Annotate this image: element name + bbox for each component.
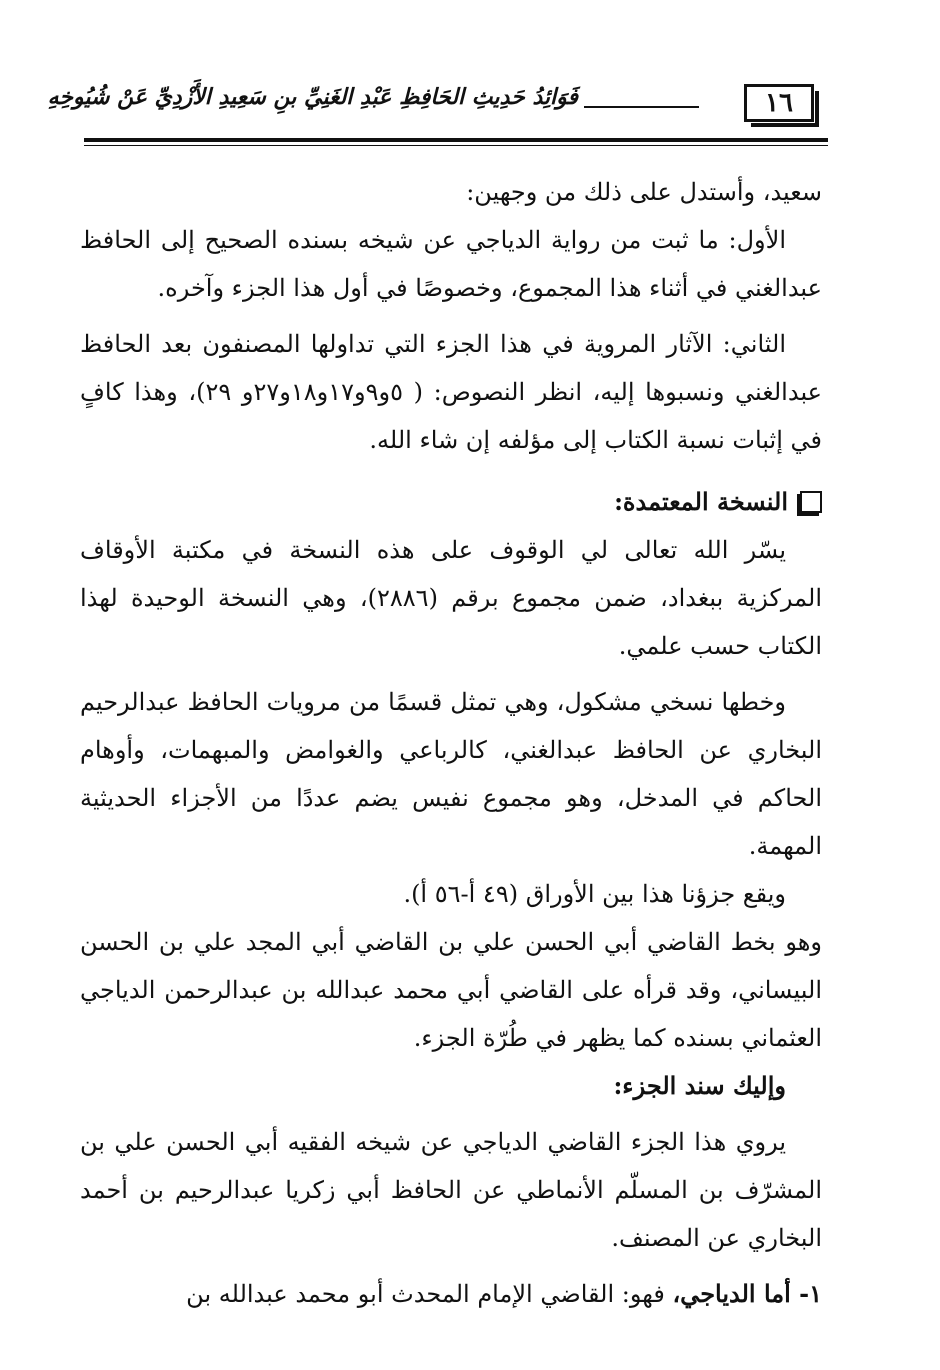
page-number: ١٦: [744, 84, 814, 122]
header-rule: [84, 138, 828, 142]
header-rule-thin: [84, 145, 828, 146]
paragraph-text: فهو: القاضي الإمام المحدث أبو محمد عبدالله بن: [186, 1280, 673, 1308]
checkbox-square-icon: [800, 491, 822, 513]
paragraph: يروي هذا الجزء القاضي الدياجي عن شيخه الفقيه أبي الحسن علي بن المشرّف بن المسلّم الأنماطي عن الحافظ أبي زكريا عبدالرحيم بن أحمد البخاري عن المصنف.: [80, 1128, 822, 1252]
paragraph: يسّر الله تعالى لي الوقوف على هذه النسخة في مكتبة الأوقاف المركزية ببغداد، ضمن مجموع برقم (٢٨٨٦)، وهي النسخة الوحيدة لهذا الكتاب حسب علمي.: [80, 536, 822, 660]
paragraph: [80, 1270, 822, 1318]
page-body: [80, 168, 822, 1318]
numbered-lead: ١- أما الدياجي،: [672, 1279, 822, 1308]
paragraph: الأول: ما ثبت من رواية الدياجي عن شيخه بسنده الصحيح إلى الحافظ عبدالغني في أثناء هذا المجموع، وخصوصًا في أول هذا الجزء وآخره.: [80, 226, 822, 302]
paragraph: ويقع جزؤنا هذا بين الأوراق (٤٩ أ-٥٦ أ).: [403, 880, 786, 908]
paragraph: الثاني: الآثار المروية في هذا الجزء التي تداولها المصنفون بعد الحافظ عبدالغني ونسبوها إليه، انظر النصوص: ( ٥و٩و١٧و١٨و٢٧و ٢٩)، وهذا كافٍ في إثبات نسبة الكتاب إلى مؤلفه إن شاء الله.: [80, 330, 823, 454]
paragraph: وهو بخط القاضي أبي الحسن علي بن القاضي أبي المجد علي بن الحسن البيساني، وقد قرأه على القاضي أبي محمد عبدالله بن عبدالرحمن الدياجي العثماني بسنده كما يظهر في طُرّة الجزء.: [80, 928, 822, 1052]
header-dash: [584, 106, 699, 108]
subsection-heading-text: وإليك سند الجزء:: [613, 1071, 786, 1100]
subsection-heading: [80, 1062, 822, 1110]
section-heading: [80, 478, 822, 526]
paragraph: وخطها نسخي مشكول، وهي تمثل قسمًا من مرويات الحافظ عبدالرحيم البخاري عن الحافظ عبدالغني، كالرباعي والغوامض والمبهمات، وأوهام الحاكم في المدخل، وهو مجموع نفيس يضم عددًا من الأجزاء الحديثية المهمة.: [80, 688, 822, 860]
section-heading-text: النسخة المعتمدة:: [614, 487, 788, 516]
paragraph: سعيد، وأستدل على ذلك من وجهين:: [466, 178, 822, 206]
page-header: [47, 80, 824, 136]
running-title: فَوَائِدُ حَدِيثِ الحَافِظِ عَبْدِ الغَنِيِّ بنِ سَعِيدِ الأَزْدِيِّ عَنْ شُيُوخِهِ: [47, 84, 578, 110]
